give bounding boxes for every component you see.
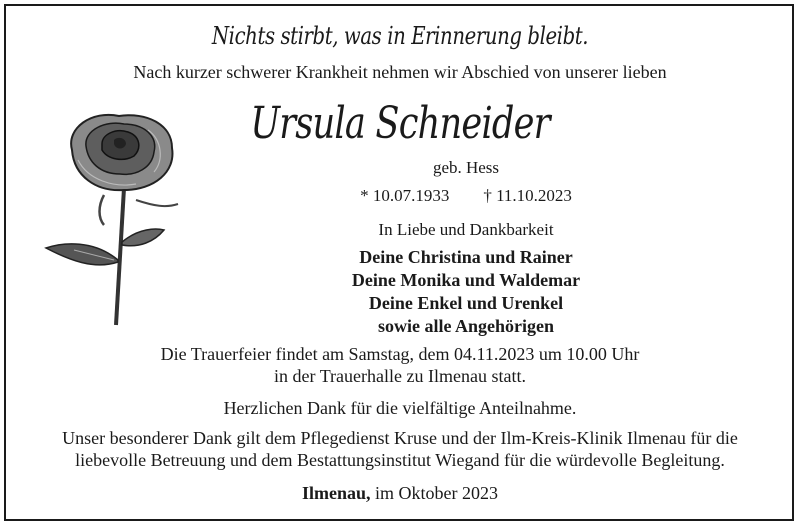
- mourner-line: Deine Monika und Waldemar: [351, 270, 581, 290]
- mourner-line: Deine Christina und Rainer: [359, 247, 573, 267]
- special-thanks-line-2: liebevolle Betreuung und dem Bestattungsinstitut Wiegand für die würdevolle Begleitung.: [75, 450, 725, 470]
- birth-date: * 10.07.1933: [360, 186, 450, 205]
- birth-name: geb. Hess: [432, 158, 500, 177]
- date: im Oktober 2023: [375, 483, 498, 503]
- special-thanks-line-1: Unser besonderer Dank gilt dem Pflegedienst Kruse und der Ilm-Kreis-Klinik Ilmenau für die: [62, 428, 738, 448]
- mourners-intro: In Liebe und Dankbarkeit: [378, 220, 554, 239]
- service-line-2: in der Trauerhalle zu Ilmenau statt.: [274, 366, 526, 386]
- motto: Nichts stirbt, was in Erinnerung bleibt.: [211, 22, 589, 50]
- deceased-name: Ursula Schneider: [250, 98, 550, 149]
- place-date: [0, 483, 800, 504]
- thanks-text: Herzlichen Dank für die vielfältige Anteilnahme.: [223, 398, 577, 418]
- mourner-line: sowie alle Angehörigen: [378, 316, 554, 336]
- intro-text: Nach kurzer schwerer Krankheit nehmen wir Abschied von unserer lieben: [133, 62, 667, 82]
- life-dates: [66, 186, 800, 206]
- service-line-1: Die Trauerfeier findet am Samstag, dem 04.11.2023 um 10.00 Uhr: [160, 344, 640, 364]
- death-date: † 11.10.2023: [483, 186, 572, 205]
- mourner-line: Deine Enkel und Urenkel: [368, 293, 564, 313]
- place: Ilmenau,: [301, 483, 371, 503]
